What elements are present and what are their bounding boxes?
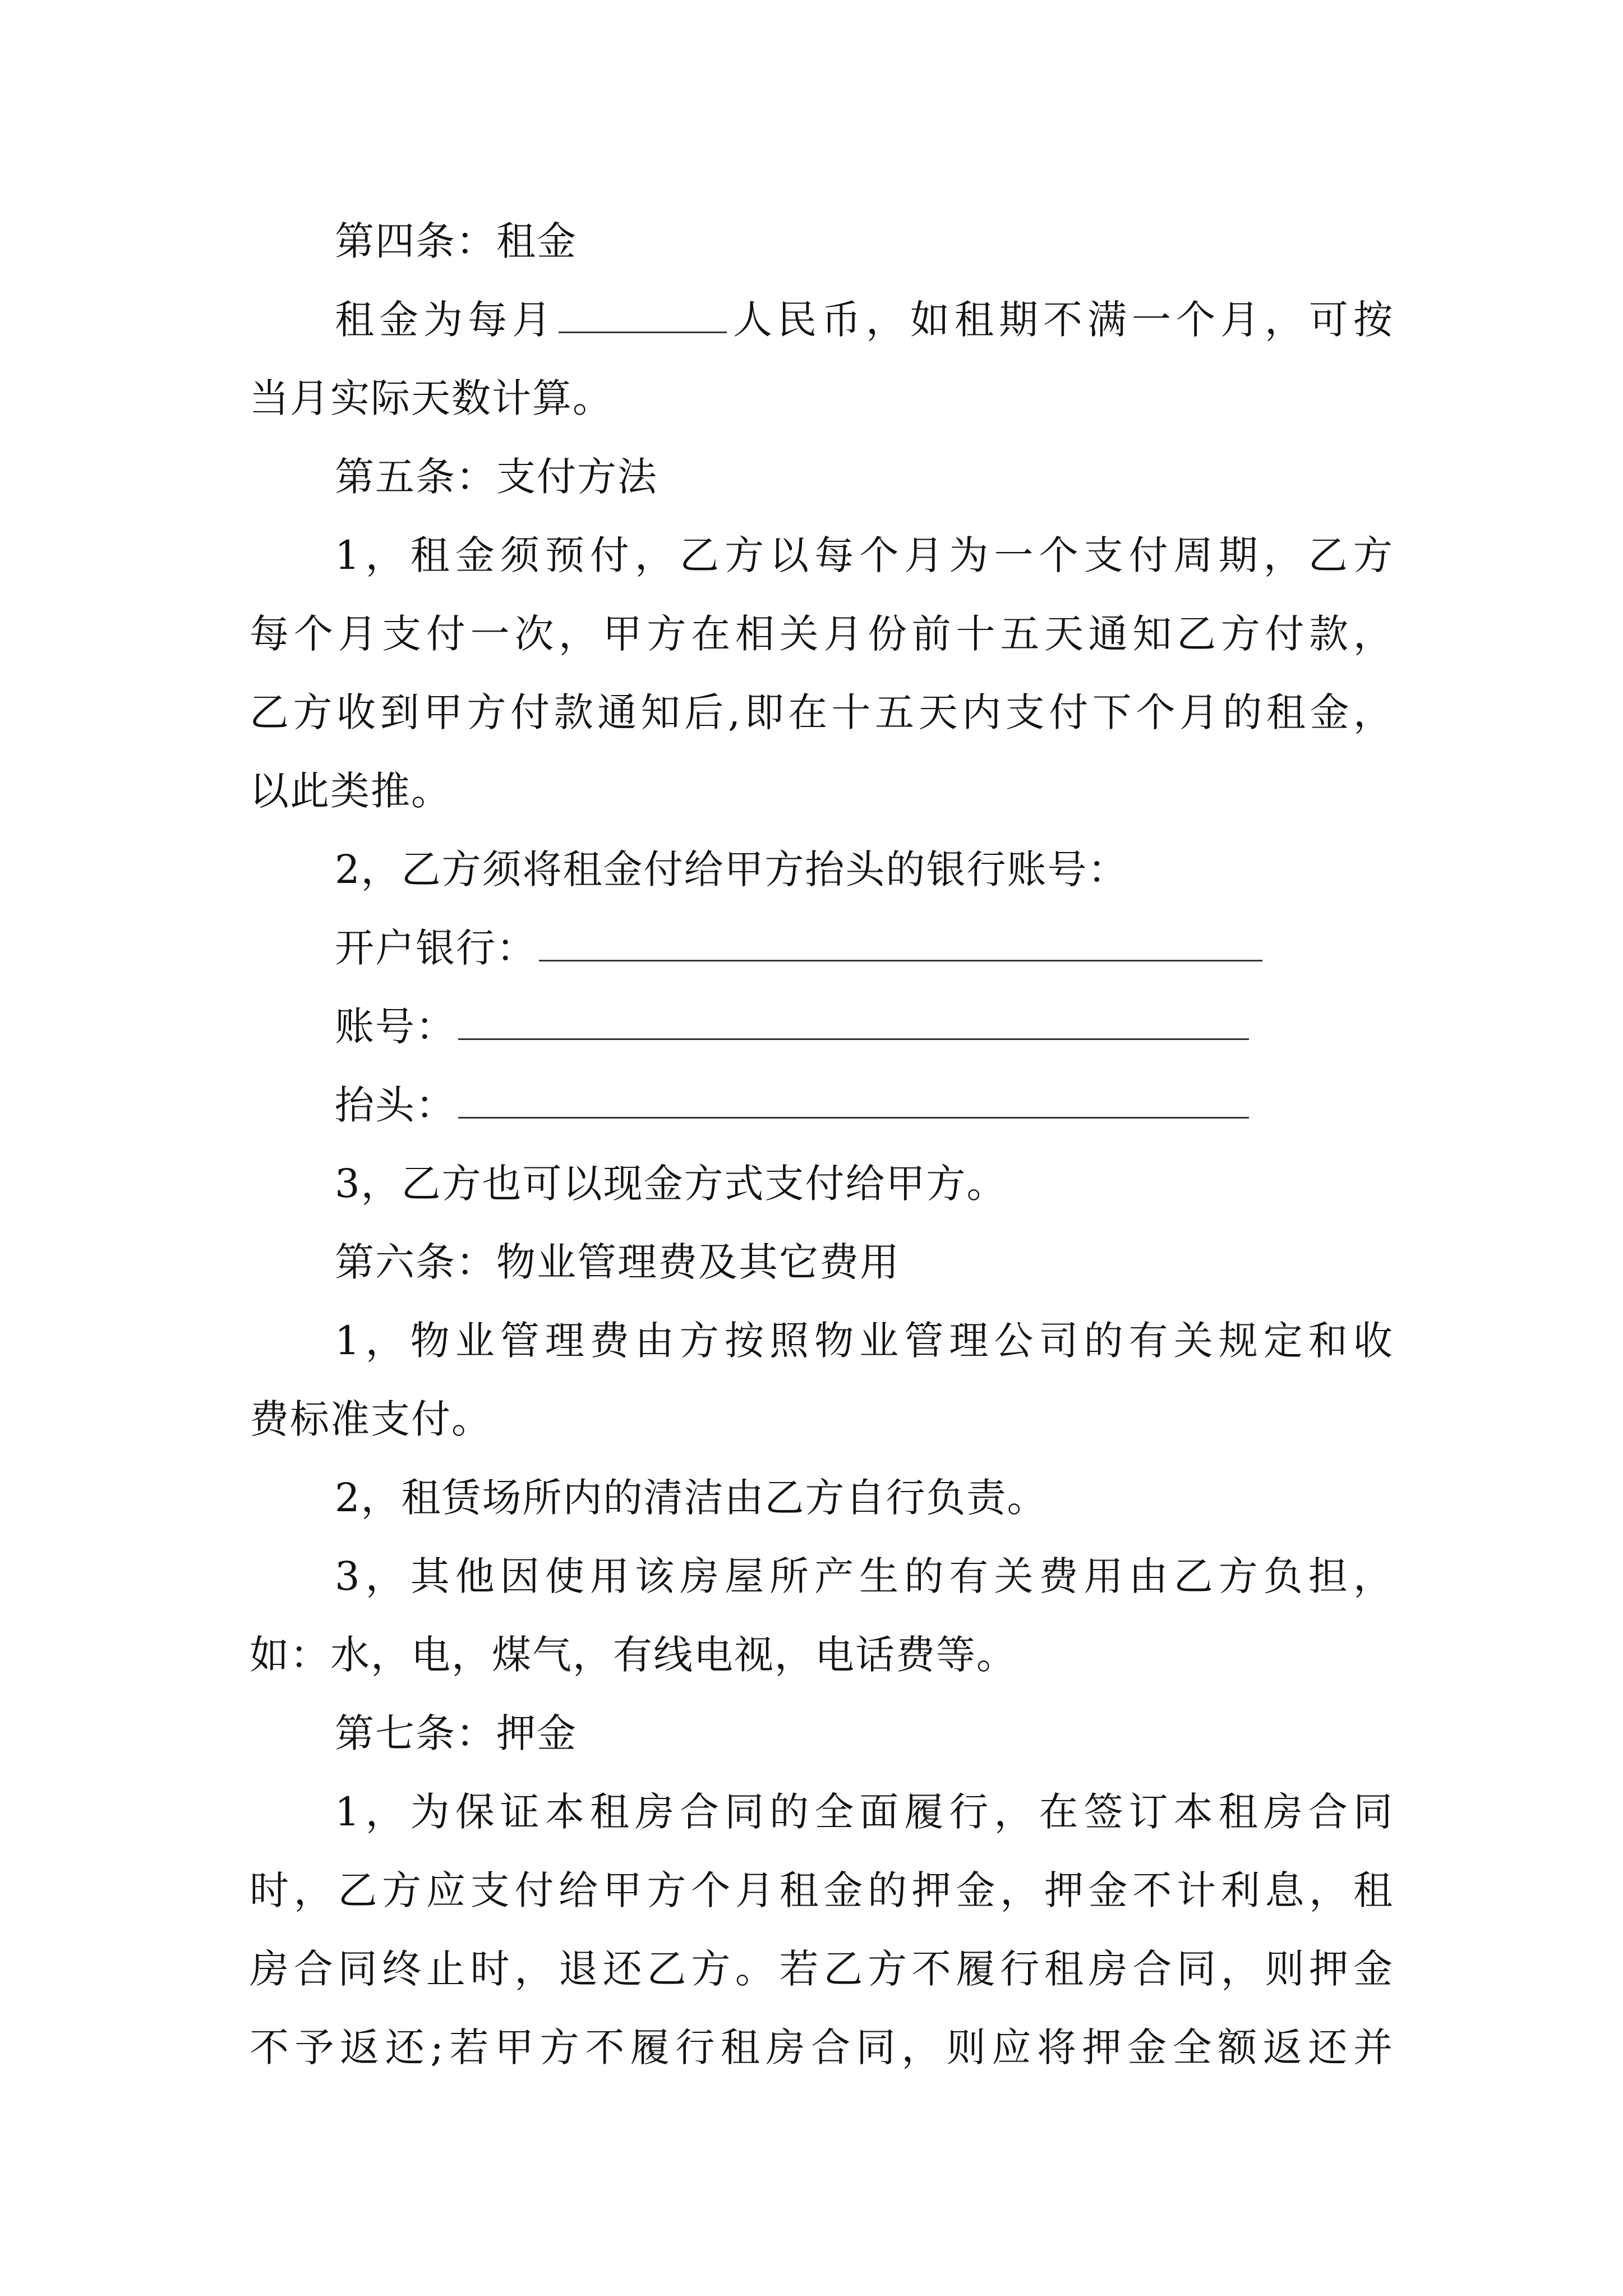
- paragraph-line: 2，租赁场所内的清洁由乙方自行负责。: [335, 1475, 1048, 1521]
- paragraph-line: 每个月支付一次，甲方在相关月份前十五天通知乙方付款，: [250, 611, 1394, 657]
- account-holder-label: 抬头：: [335, 1082, 456, 1128]
- account-number-label: 账号：: [335, 1004, 456, 1050]
- account-holder-blank: [458, 1080, 1249, 1119]
- bank-name-label: 开户银行：: [335, 925, 537, 971]
- paragraph-line: 乙方收到甲方付款通知后,即在十五天内支付下个月的租金，: [250, 689, 1394, 735]
- text-segment: 人民币，如租期不满一个月，可按: [729, 297, 1394, 343]
- paragraph-line: 不予返还;若甲方不履行租房合同，则应将押金全额返还并: [250, 2024, 1394, 2070]
- paragraph-line: 3，乙方也可以现金方式支付给甲方。: [335, 1161, 1007, 1207]
- paragraph-line: 1，物业管理费由方按照物业管理公司的有关规定和收: [335, 1318, 1394, 1364]
- paragraph-line: 房合同终止时，退还乙方。若乙方不履行租房合同，则押金: [250, 1946, 1394, 1992]
- paragraph-line: 时，乙方应支付给甲方个月租金的押金，押金不计利息，租: [250, 1867, 1394, 1913]
- paragraph-line: [250, 280, 1394, 359]
- bank-name-line: [250, 909, 1394, 987]
- heading-article-7: 第七条：押金: [335, 1710, 577, 1756]
- heading-article-5: 第五条：支付方法: [335, 454, 658, 500]
- account-number-blank: [458, 1001, 1249, 1041]
- bank-name-blank: [539, 923, 1262, 962]
- text-segment: 租金为每月: [335, 297, 556, 343]
- rent-amount-blank: [559, 295, 727, 334]
- account-number-line: [250, 987, 1394, 1066]
- paragraph-line: 1，租金须预付，乙方以每个月为一个支付周期，乙方: [335, 532, 1394, 578]
- paragraph-line: 2，乙方须将租金付给甲方抬头的银行账号：: [335, 846, 1128, 892]
- paragraph-line: 以此类推。: [250, 768, 451, 814]
- document-body: [250, 202, 1394, 2087]
- heading-article-6: 第六条：物业管理费及其它费用: [335, 1239, 900, 1285]
- paragraph-line: 费标准支付。: [250, 1396, 492, 1442]
- paragraph-line: 1，为保证本租房合同的全面履行，在签订本租房合同: [335, 1789, 1394, 1835]
- paragraph-line: 3，其他因使用该房屋所产生的有关费用由乙方负担，: [335, 1553, 1394, 1599]
- paragraph-line: 如：水，电，煤气，有线电视，电话费等。: [250, 1632, 1017, 1678]
- account-holder-line: [250, 1066, 1394, 1144]
- paragraph-line: 当月实际天数计算。: [250, 375, 613, 421]
- heading-article-4: 第四条：租金: [335, 218, 577, 264]
